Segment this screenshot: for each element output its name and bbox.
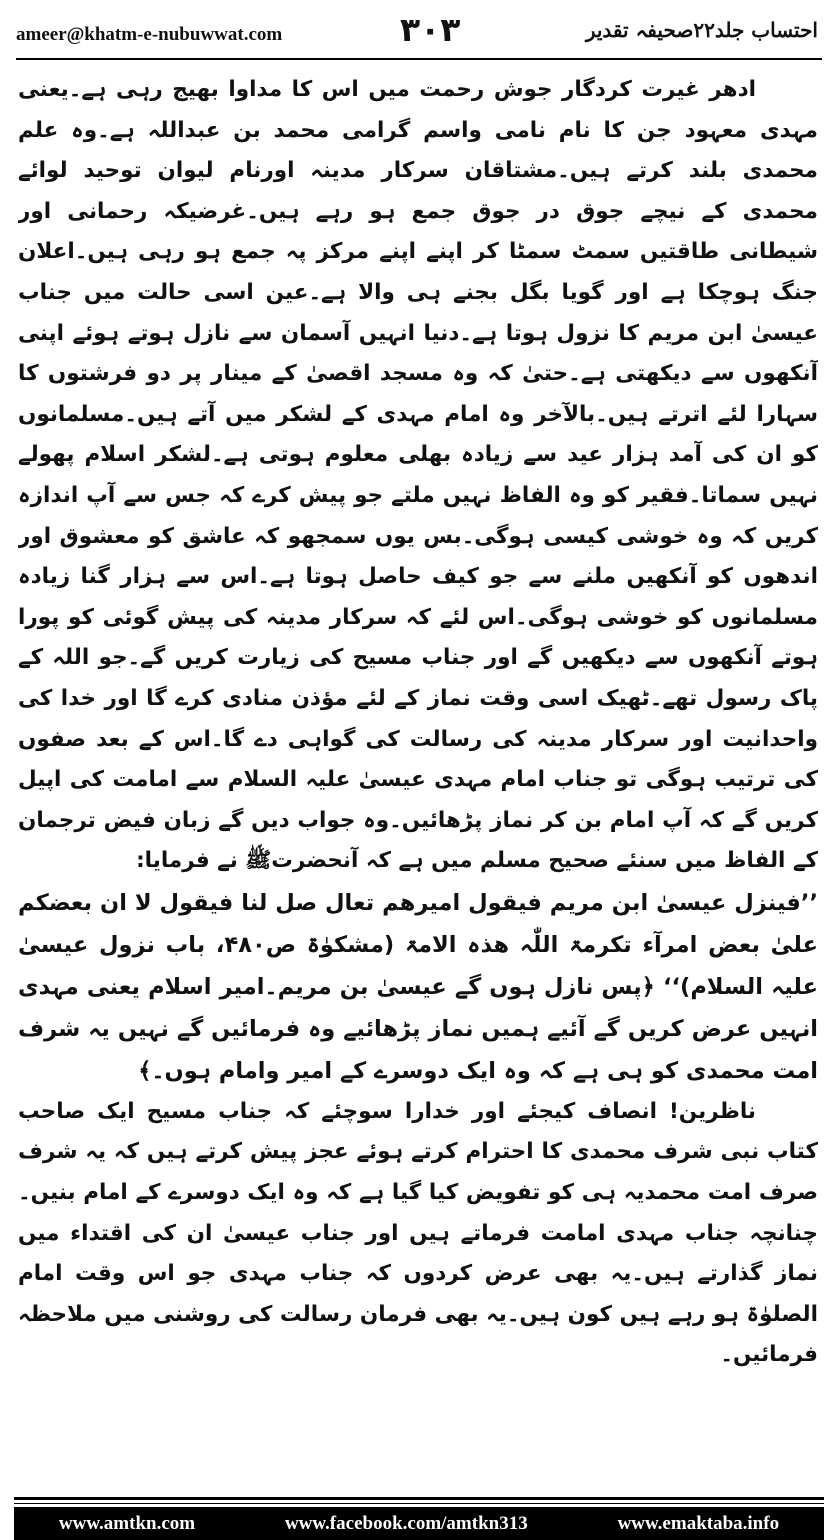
header-rule — [16, 58, 822, 60]
footer-link-facebook[interactable]: www.facebook.com/amtkn313 — [284, 1512, 528, 1534]
page-number: ۳۰۳ — [400, 10, 461, 49]
page-header — [16, 10, 822, 54]
hadith-quote — [18, 882, 818, 1092]
paragraph-text: ناظرین! انصاف کیجئے اور خدارا سوچئے کہ جناب مسیح ایک صاحب کتاب نبی شرف محمدی کا احترام کرتے ہوئے عجز پیش کرتے ہیں کہ یہ شرف صرف امت محمدیہ ہی کو تفویض کیا گیا ہے کہ وہ ایک دوسرے کے امام بنیں۔چنانچہ جناب مہدی امامت فرماتے ہیں اور جناب عیسیٰ ان کی اقتداء میں نماز گذارتے ہیں۔یہ بھی عرض کردوں کہ جناب مہدی جو اس وقت امام الصلوٰۃ ہو رہے ہیں کون ہیں۔یہ بھی فرمان رسالت کی روشنی میں ملاحظہ فرمائیں۔ — [18, 1098, 818, 1368]
footer-bar — [14, 1507, 824, 1540]
header-email: ameer@khatm-e-nubuwwat.com — [16, 24, 283, 45]
running-title: احتساب جلد۲۲صحیفہ تقدیر — [585, 18, 818, 42]
paragraph-text: ادھر غیرت کردگار جوش رحمت میں اس کا مداوا بھیج رہی ہے۔یعنی مہدی معہود جن کا نام نامی واسم گرامی محمد بن عبداللہ ہے۔وہ علم محمدی بلند کرتے ہیں۔مشتاقان سرکار مدینہ اورنام لیوان توحید لوائے محمدی کے نیچے جوق در جوق جمع ہو رہے ہیں۔غرضیکہ رحمانی اور شیطانی طاقتیں سمٹ سمٹا کر اپنے اپنے مرکز پہ جمع ہو رہی ہیں۔اعلان جنگ ہوچکا ہے اور گویا بگل بجنے ہی والا ہے۔عین اسی حالت میں جناب عیسیٰ ابن مریم کا نزول ہوتا ہے۔دنیا انہیں آسمان سے نازل ہوتے ہوئے اپنی آنکھوں سے دیکھتی ہے۔حتیٰ کہ وہ مسجد اقصیٰ کے مینار پر دو فرشتوں کا سہارا لئے اترتے ہیں۔بالآخر وہ امام مہدی کے لشکر میں آتے ہیں۔مسلمانوں کو ان کی آمد ہزار عید سے زیادہ بھلی معلوم ہوتی ہے۔لشکر اسلام پھولے نہیں سماتا۔فقیر کو وہ الفاظ نہیں ملتے جو پیش کرے کہ جس سے آپ اندازہ کریں کہ وہ خوشی کیسی ہوگی۔بس یوں سمجھو کہ عاشق کو معشوق اور اندھوں کو آنکھیں ملنے سے جو کیف حاصل ہوتا ہے۔اس سے ہزار گنا زیادہ مسلمانوں کو خوشی ہوگی۔اس لئے کہ سرکار مدینہ کی پیش گوئی کو پورا ہوتے آنکھوں سے دیکھیں گے اور جناب مسیح کی زیارت کریں گے۔جو اللہ کے پاک رسول تھے۔ٹھیک اسی وقت نماز کے لئے مؤذن منادی کرے گا اور خدا کی واحدانیت اور سرکار مدینہ کی رسالت کی گواہی دے گا۔اس کے بعد صفوں کی ترتیب ہوگی تو جناب امام مہدی عیسیٰ علیہ السلام سے امامت کی اپیل کریں گے کہ آپ امام بن کر نماز پڑھائیں۔وہ جواب دیں گے زبان فیض ترجمان کے الفاظ میں سنئے صحیح مسلم میں ہے کہ آنحضرتﷺ نے فرمایا: — [18, 77, 818, 874]
footer-link-site[interactable]: www.amtkn.com — [58, 1512, 196, 1534]
paragraph-conclusion — [18, 1092, 818, 1376]
footer-rule-thin — [14, 1503, 824, 1504]
quote-text: ’’فینزل عیسیٰ ابن مریم فیقول امیرھم تعال صل لنا فیقول لا ان بعضکم علیٰ بعض امرآء تکرمۃ اللّٰہ ھذہ الامۃ (مشکوٰۃ ص۴۸۰، باب نزول عیسیٰ علیہ السلام)‘‘ ﴿پس نازل ہوں گے عیسیٰ بن مریم۔امیر اسلام یعنی مہدی انہیں عرض کریں گے آئیے ہمیں نماز پڑھائیے وہ فرمائیں گے نہیں یہ شرف امت محمدی کو ہی ہے کہ وہ ایک دوسرے کے امیر وامام ہوں۔﴾ — [18, 889, 818, 1084]
footer-link-emaktaba[interactable]: www.emaktaba.info — [617, 1512, 780, 1534]
page-body — [18, 70, 818, 1450]
footer-rule — [14, 1497, 824, 1500]
paragraph-intro — [18, 70, 818, 882]
